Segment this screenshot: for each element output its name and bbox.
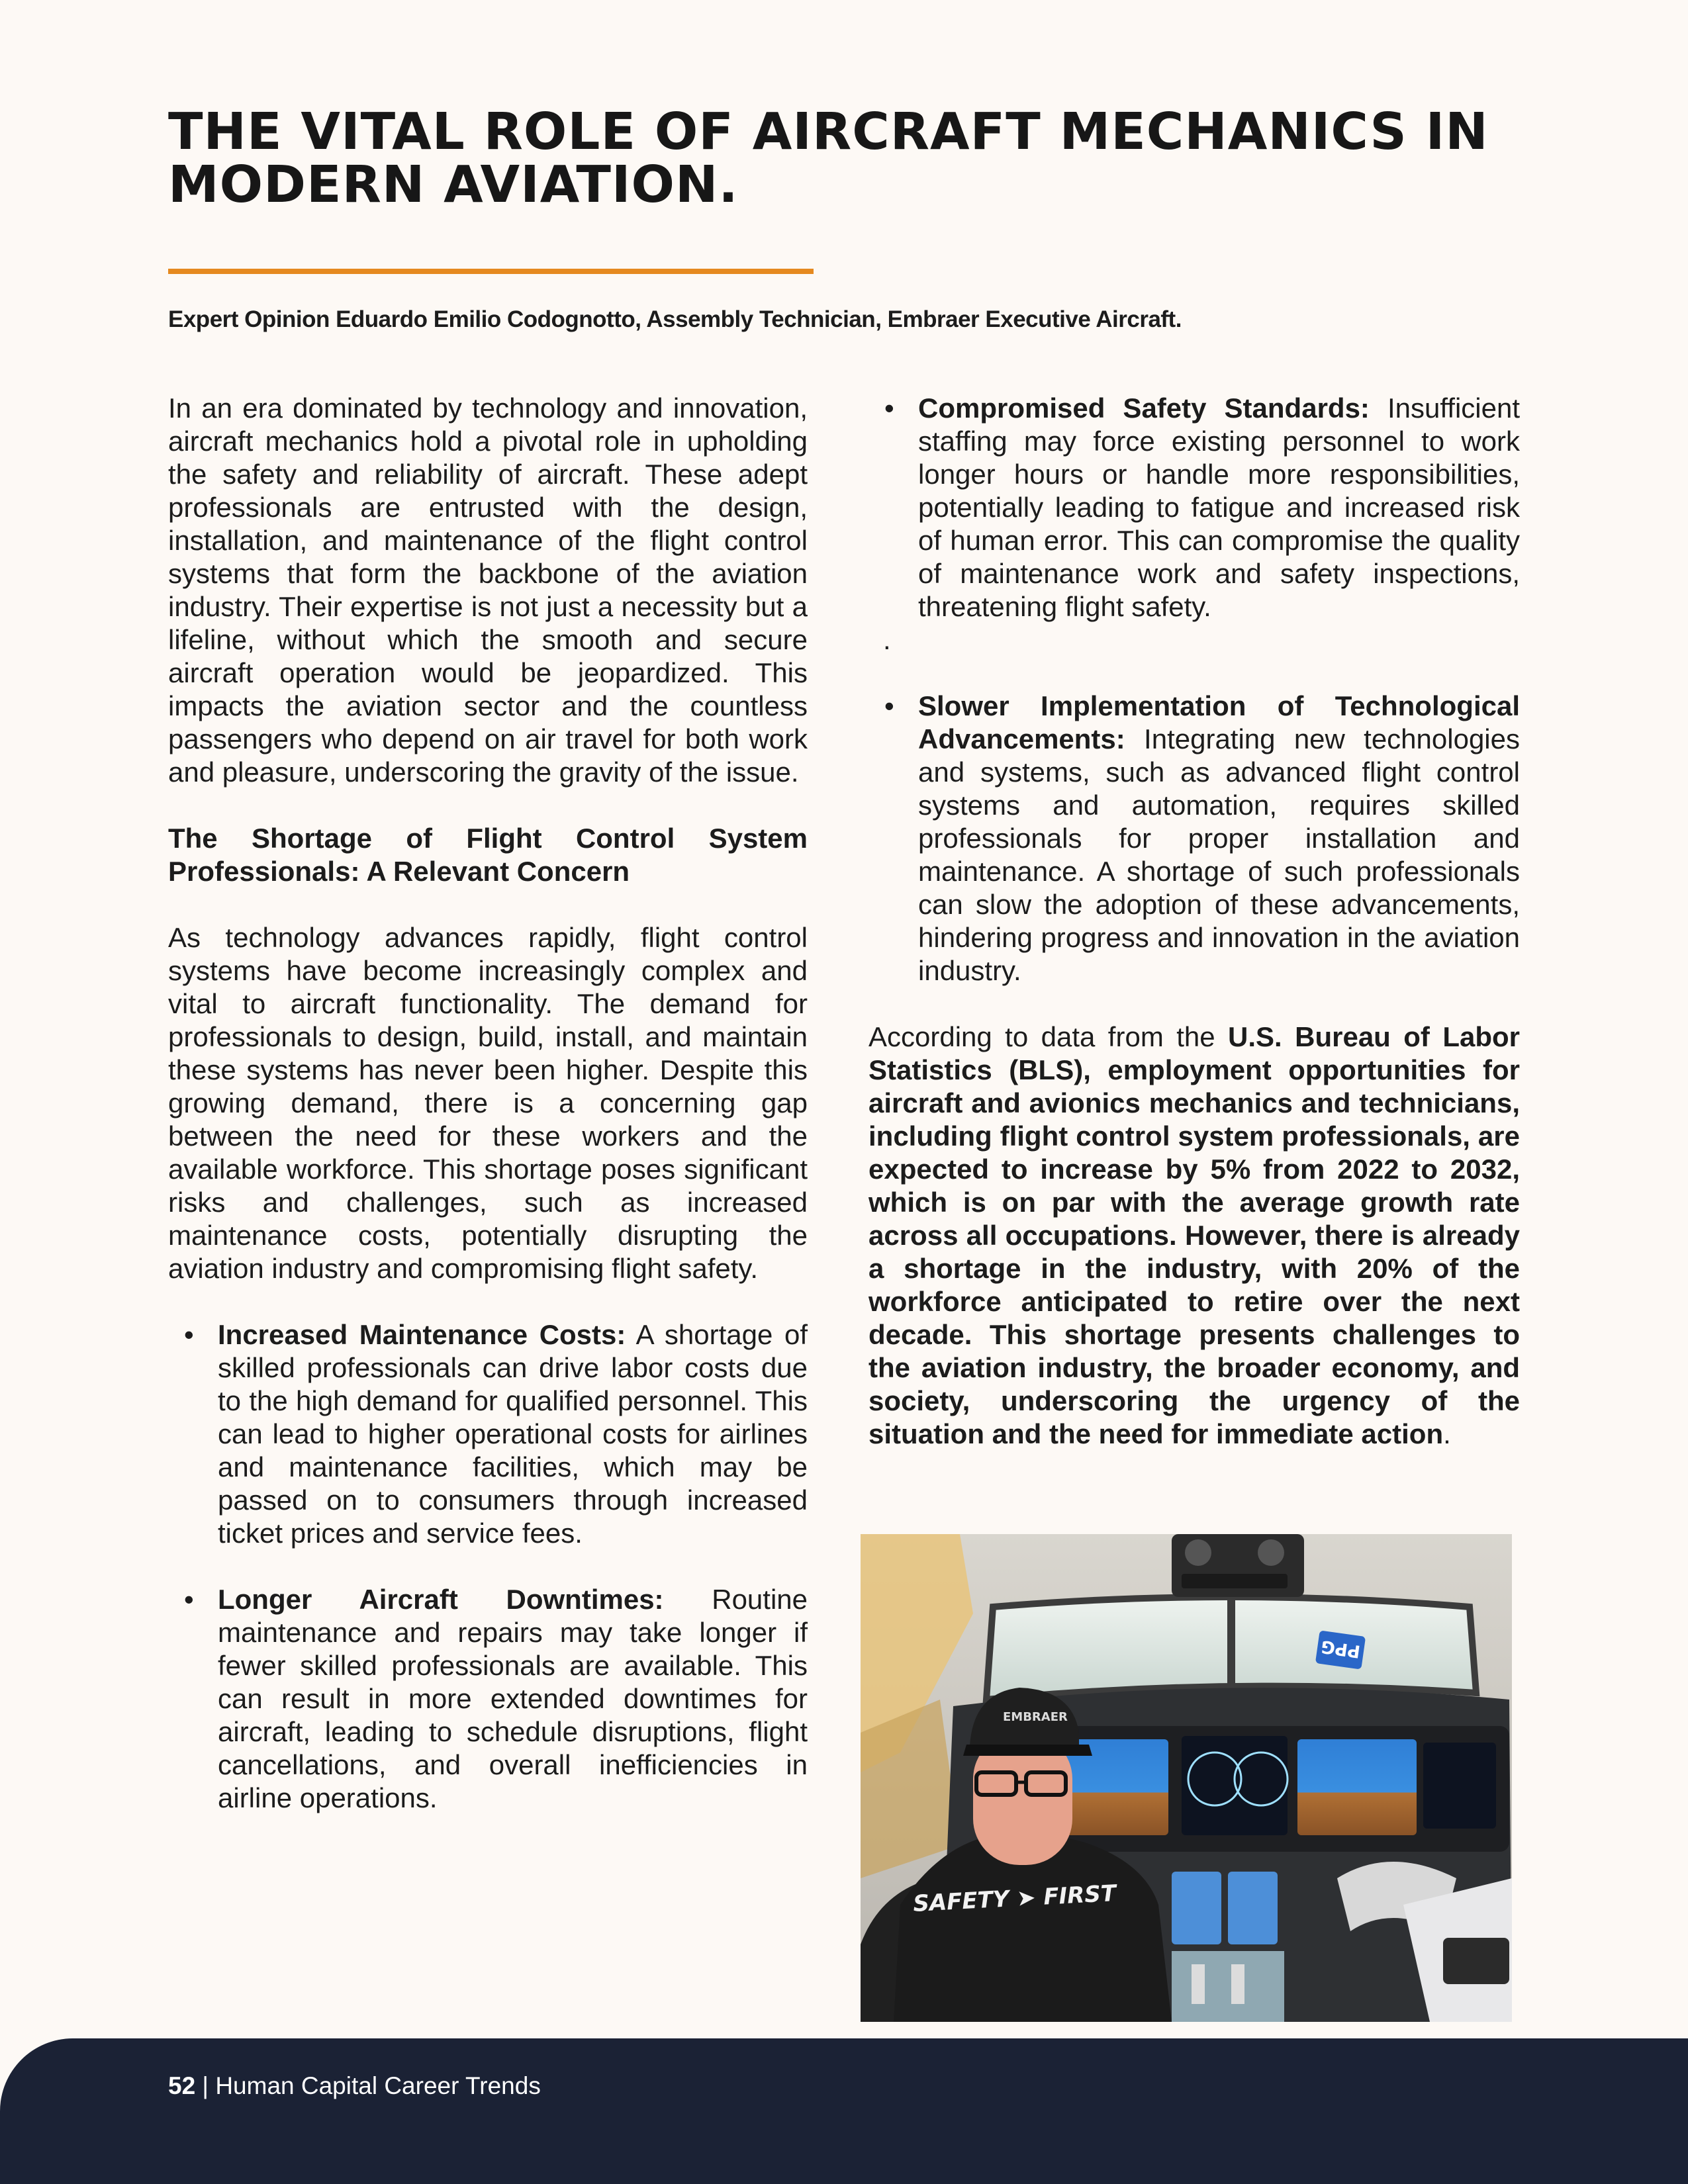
- photo-cap-text: EMBRAER: [1003, 1710, 1068, 1724]
- list-item-text: Insufficient staffing may force existing personnel to work longer hours or handle more responsibilities, potentially leading to fatigue and increased risk of human error. This can compromise the quality of maintenance work and safety inspections, threatening flight safety.: [918, 392, 1520, 622]
- article-title: THE VITAL ROLE OF AIRCRAFT MECHANICS IN MODERN AVIATION.: [168, 103, 1489, 214]
- right-column: [868, 392, 1520, 1484]
- bls-bold-text: U.S. Bureau of Labor Statistics (BLS), employment opportunities for aircraft and avionics mechanics and technicians, including flight control system professionals, are expected to increase by 5% from 2022 to 2032, which is on par with the average growth rate across all occupations. However, there is already a shortage in the industry, with 20% of the workforce anticipated to retire over the next decade. This shortage presents challenges to the aviation industry, the broader economy, and society, underscoring the urgency of the situation and the need for immediate action: [868, 1021, 1520, 1449]
- list-item-text: Routine maintenance and repairs may take longer if fewer skilled professionals are available. This can result in more extended downtimes for aircraft, leading to schedule disruptions, flight cancellations, and overall inefficiencies in airline operations.: [218, 1584, 808, 1813]
- list-item: [168, 1583, 808, 1815]
- bls-end: .: [1443, 1418, 1451, 1449]
- impact-list-right-a: [868, 392, 1520, 623]
- page-footer: [168, 2071, 541, 2101]
- photo-shirt-text: SAFETY ➤ FIRST: [912, 1880, 1117, 1917]
- section-heading: The Shortage of Flight Control System Professionals: A Relevant Concern: [168, 823, 808, 887]
- impact-list-right-b: [868, 690, 1520, 987]
- page-footer-band: [0, 2038, 1688, 2184]
- list-item-title: Longer Aircraft Downtimes:: [218, 1584, 664, 1615]
- title-accent-rule: [168, 269, 814, 274]
- stray-dot: .: [883, 624, 891, 655]
- intro-paragraph: In an era dominated by technology and innovation, aircraft mechanics hold a pivotal role in upholding the safety and reliability of aircraft. These adept professionals are entrusted with the design, installation, and maintenance of the flight control systems that form the backbone of the aviation industry. Their expertise is not just a necessity but a lifeline, without which the smooth and secure aircraft operation would be jeopardized. This impacts the aviation sector and the countless passengers who depend on air travel for both work and pleasure, underscoring the gravity of the issue.: [168, 392, 808, 788]
- article-byline: Expert Opinion Eduardo Emilio Codognotto, Assembly Technician, Embraer Executive Aircraft.: [168, 306, 1182, 332]
- cockpit-photo-illustration: [861, 1534, 1512, 2022]
- bullet-icon: •: [884, 392, 894, 424]
- list-item-title: Increased Maintenance Costs:: [218, 1319, 626, 1350]
- page-number: 52: [168, 2072, 196, 2099]
- list-item-text: A shortage of skilled professionals can drive labor costs due to the high demand for qualified personnel. This can lead to higher operational costs for airlines and maintenance facilities, which may be passed on to consumers through increased ticket prices and service fees.: [218, 1319, 808, 1549]
- list-item: [168, 1318, 808, 1550]
- left-column: [168, 392, 808, 1848]
- footer-separator: |: [195, 2072, 216, 2099]
- bullet-icon: •: [184, 1584, 194, 1615]
- photo-sticker-text: PPG: [1319, 1636, 1362, 1662]
- list-item: [868, 392, 1520, 623]
- publication-name: Human Capital Career Trends: [215, 2072, 541, 2099]
- list-item-title: Slower Implementation of Technological Advancements:: [918, 690, 1520, 754]
- list-item-text: Integrating new technologies and systems, such as advanced flight control systems and automation, requires skilled professionals for proper installation and maintenance. A shortage of such professionals can slow the adoption of these advancements, hindering progress and innovation in the aviation industry.: [918, 723, 1520, 986]
- section-paragraph: As technology advances rapidly, flight control systems have become increasingly complex and vital to aircraft functionality. The demand for professionals to design, build, install, and maintain these systems has never been higher. Despite this growing demand, there is a concerning gap between the need for these workers and the available workforce. This shortage poses significant risks and challenges, such as increased maintenance costs, potentially disrupting the aviation industry and compromising flight safety.: [168, 922, 808, 1284]
- bullet-icon: •: [884, 690, 894, 721]
- bls-lead: According to data from the: [868, 1021, 1229, 1052]
- bullet-icon: •: [184, 1319, 194, 1350]
- list-item-title: Compromised Safety Standards:: [918, 392, 1370, 424]
- cockpit-photo: [861, 1534, 1512, 2022]
- impact-list-left: [168, 1318, 808, 1815]
- list-item: [868, 690, 1520, 987]
- bls-paragraph: [868, 1021, 1520, 1451]
